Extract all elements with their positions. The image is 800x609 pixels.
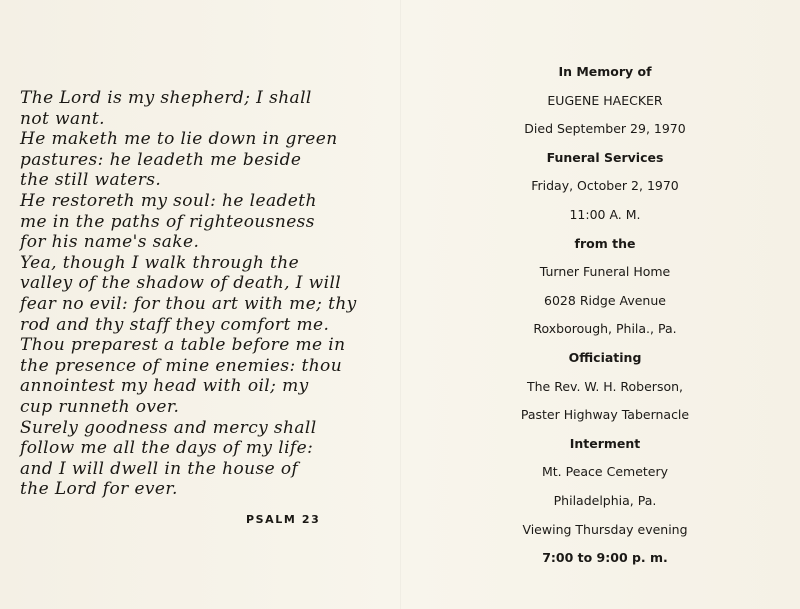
psalm-text	[20, 88, 380, 500]
cemetery-city: Philadelphia, Pa.	[553, 492, 657, 508]
psalm-line: Thou preparest a table before me in	[20, 335, 346, 356]
interment-label: Interment	[569, 435, 641, 451]
psalm-line: annointest my head with oil; my	[20, 376, 309, 397]
psalm-line: not want.	[20, 108, 105, 129]
psalm-line: He restoreth my soul: he leadeth	[20, 190, 317, 211]
funeral-home-city: Roxborough, Phila., Pa.	[533, 321, 677, 337]
psalm-line: The Lord is my shepherd; I shall	[20, 88, 312, 108]
viewing-time: 7:00 to 9:00 p. m.	[542, 550, 668, 566]
psalm-line: Surely goodness and mercy shall	[20, 417, 317, 438]
services-label: Funeral Services	[546, 149, 664, 165]
memorial-heading: In Memory of	[558, 64, 652, 79]
cemetery-name: Mt. Peace Cemetery	[541, 464, 669, 480]
psalm-line: and I will dwell in the house of	[20, 458, 299, 479]
psalm-line: me in the paths of righteousness	[20, 211, 315, 232]
psalm-line: rod and thy staff they comfort me.	[20, 314, 330, 335]
psalm-line: for his name's sake.	[20, 232, 200, 253]
psalm-line: cup runneth over.	[20, 396, 180, 417]
psalm-line: pastures: he leadeth me beside	[20, 149, 302, 170]
from-label: from the	[574, 235, 636, 251]
psalm-line: He maketh me to lie down in green	[20, 129, 338, 150]
funeral-home: Turner Funeral Home	[539, 264, 671, 280]
date-of-death: Died September 29, 1970	[524, 121, 686, 137]
memorial-details	[445, 61, 765, 576]
psalm-line: the Lord for ever.	[20, 479, 178, 500]
psalm-reference: PSALM 23	[246, 513, 321, 526]
psalm-line: the presence of mine enemies: thou	[20, 355, 343, 376]
deceased-name: EUGENE HAECKER	[547, 92, 663, 108]
psalm-line: follow me all the days of my life:	[20, 438, 314, 459]
service-date: Friday, October 2, 1970	[531, 178, 679, 194]
psalm-line: the still waters.	[20, 170, 162, 191]
officiant-title: Paster Highway Tabernacle	[520, 407, 690, 423]
officiant-name: The Rev. W. H. Roberson,	[527, 378, 683, 394]
card-fold	[400, 0, 401, 609]
service-time: 11:00 A. M.	[569, 206, 641, 222]
psalm-line: fear no evil: for thou art with me; thy	[20, 293, 357, 314]
psalm-line: Yea, though I walk through the	[20, 252, 300, 273]
officiating-label: Officiating	[568, 349, 642, 365]
funeral-home-address: 6028 Ridge Avenue	[544, 292, 666, 308]
viewing-label: Viewing Thursday evening	[522, 521, 688, 537]
psalm-line: valley of the shadow of death, I will	[20, 273, 342, 294]
